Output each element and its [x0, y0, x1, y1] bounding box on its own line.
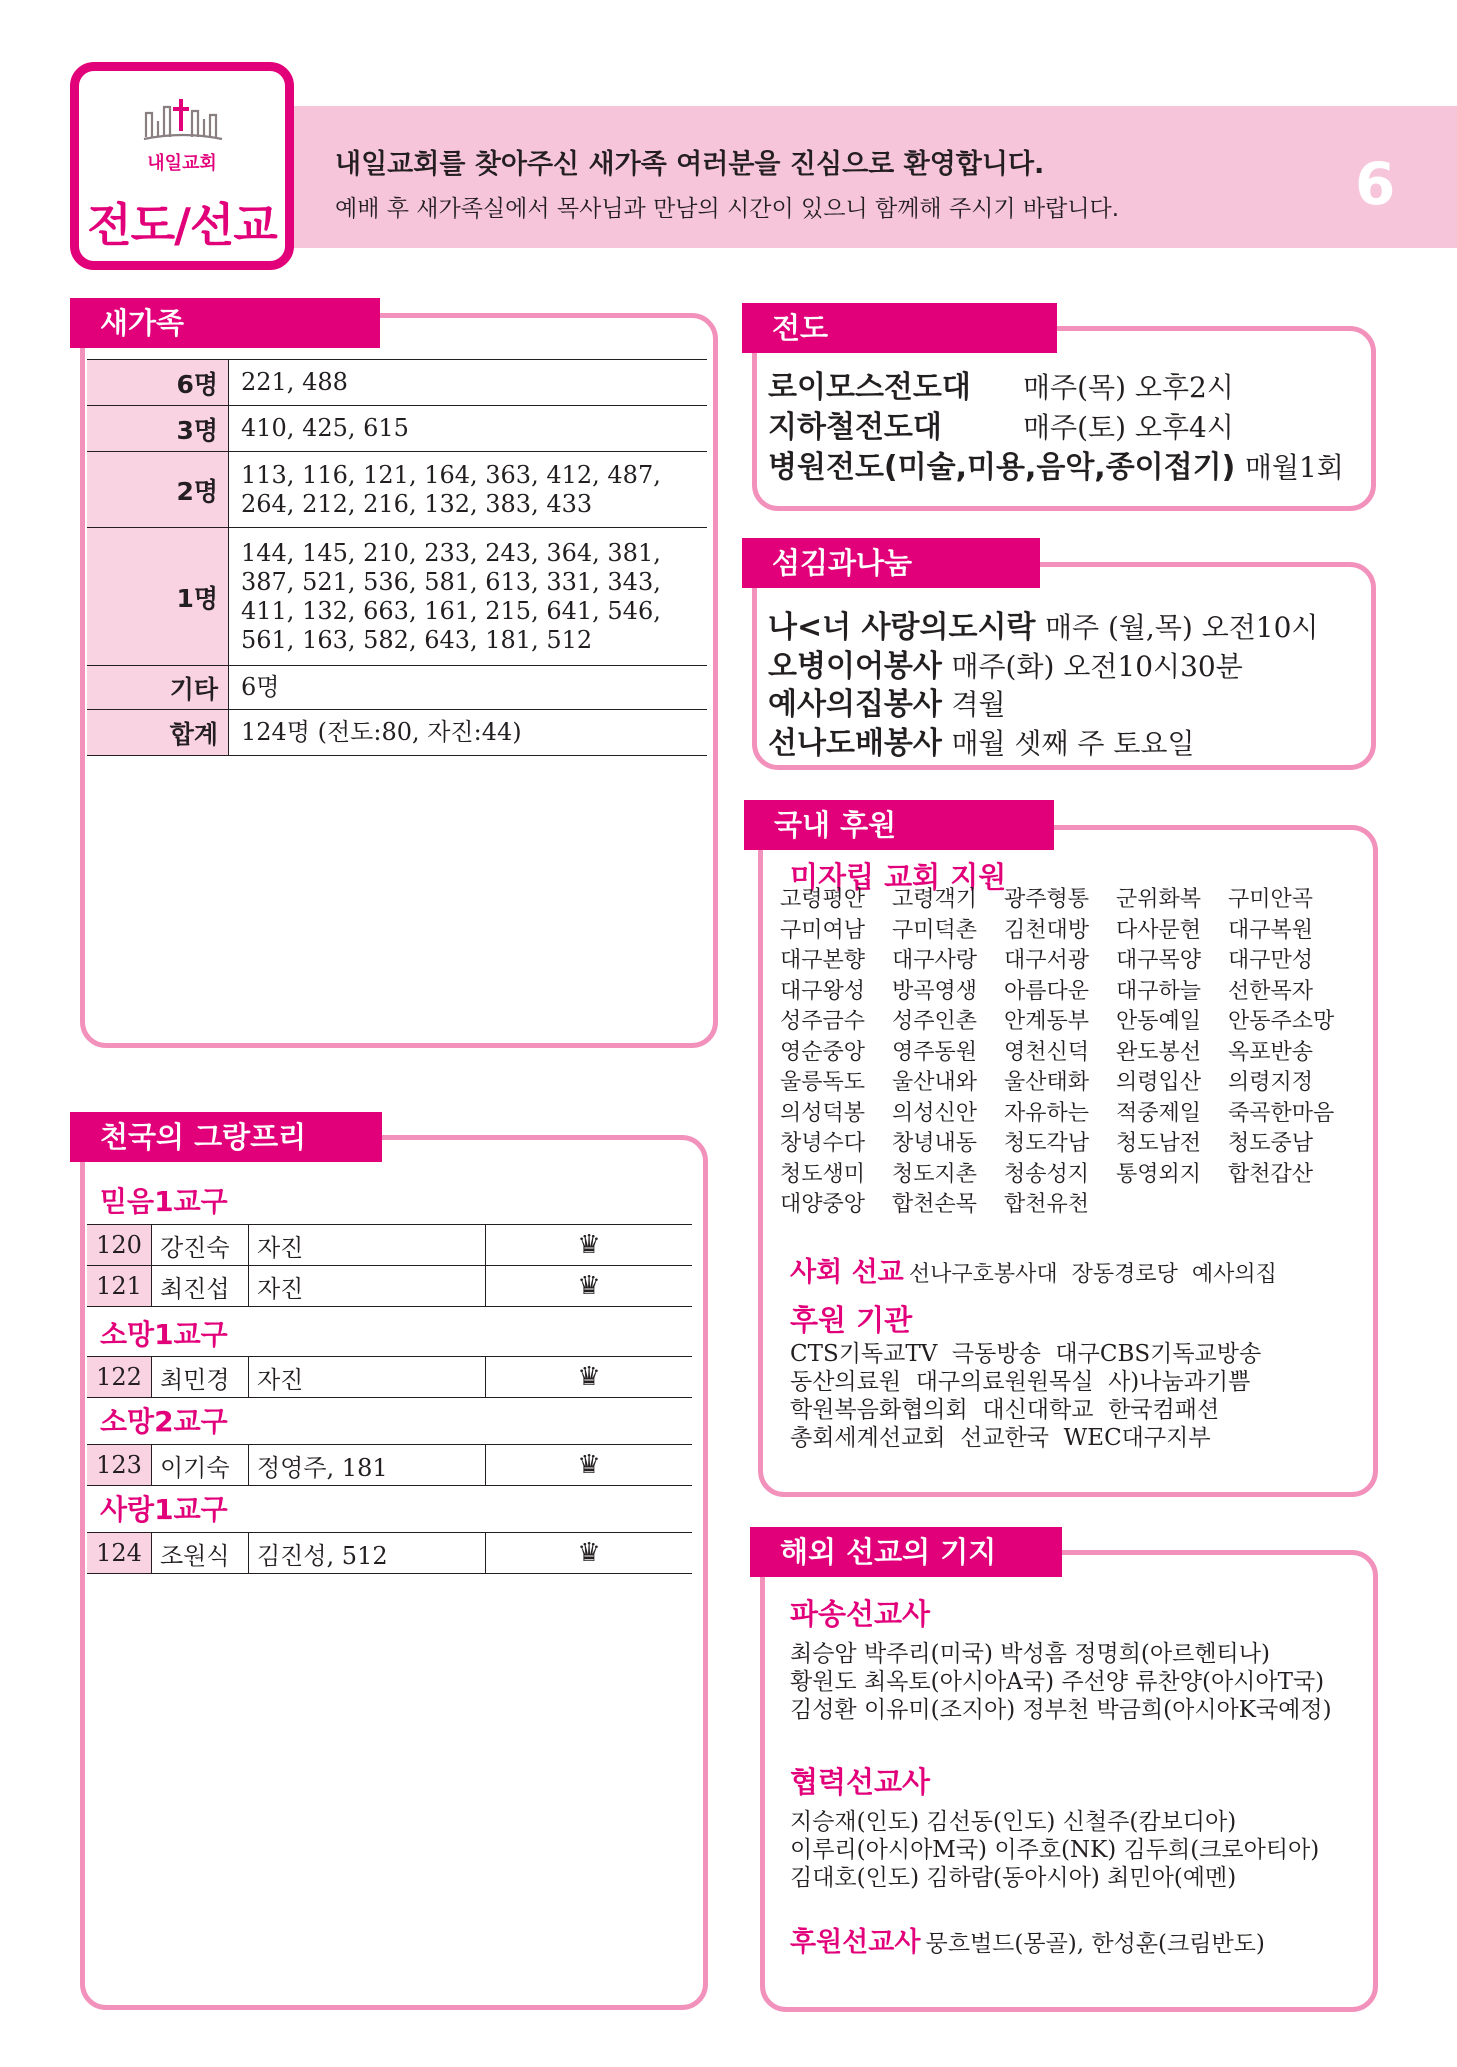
service-item — [768, 602, 1318, 646]
church-name: 대구하늘 — [1116, 978, 1202, 1004]
entry-note: 자진 — [249, 1225, 486, 1266]
church-name: 청도생미 — [780, 1161, 866, 1187]
row-label: 6명 — [87, 360, 229, 406]
church-logo-box — [70, 62, 294, 270]
church-name: 광주형통 — [1004, 887, 1090, 912]
table-row — [87, 666, 707, 710]
group-title: 소망2교구 — [100, 1405, 228, 1438]
welcome-headline: 내일교회를 찾아주신 새가족 여러분을 진심으로 환영합니다. — [335, 149, 1045, 180]
new-family-table — [87, 359, 707, 756]
church-row — [780, 946, 1340, 977]
church-name: 창녕내동 — [892, 1131, 978, 1156]
crown-icon: ♛ — [486, 1225, 693, 1266]
church-name: 청도중남 — [1228, 1131, 1314, 1156]
coop-missionaries-title: 협력선교사 — [790, 1765, 931, 1799]
grand-prix-table — [87, 1356, 692, 1398]
church-name: 영천신덕 — [1004, 1039, 1090, 1065]
church-name: 죽곡한마음 — [1228, 1100, 1335, 1126]
entry-name: 조원식 — [152, 1533, 249, 1574]
item-name: 지하철전도대 — [768, 410, 942, 445]
table-row — [87, 360, 707, 406]
crown-icon: ♛ — [486, 1445, 693, 1486]
list-item: CTS기독교TV 극동방송 대구CBS기독교방송 — [790, 1341, 1262, 1367]
item-time: 매주(화) 오전10시30분 — [951, 650, 1243, 683]
value-line: 144, 145, 210, 233, 243, 364, 381, — [241, 538, 661, 567]
row-label: 기타 — [87, 666, 229, 710]
entry-note: 자진 — [249, 1357, 486, 1398]
entry-number: 123 — [87, 1445, 152, 1486]
church-name: 합천갑산 — [1228, 1161, 1314, 1187]
entry-name: 이기숙 — [152, 1445, 249, 1486]
value-line: 561, 163, 582, 643, 181, 512 — [241, 625, 593, 654]
church-name: 합천유천 — [1004, 1192, 1090, 1217]
entry-note: 김진성, 512 — [249, 1533, 486, 1574]
church-row — [780, 1129, 1340, 1160]
church-row — [780, 1190, 1340, 1221]
church-name: 대양중앙 — [780, 1192, 866, 1217]
church-row — [780, 1099, 1340, 1130]
church-name: 선한목자 — [1228, 978, 1314, 1004]
item-name: 병원전도(미술,미용,음악,종이접기) — [768, 450, 1236, 485]
church-name: 합천손목 — [892, 1192, 978, 1217]
table-row — [87, 1225, 692, 1266]
church-row — [780, 885, 1340, 916]
church-name: 적중제일 — [1116, 1100, 1202, 1126]
support-missionaries-text: 뭉흐벌드(몽골), 한성훈(크림반도) — [925, 1931, 1265, 1957]
row-value: 410, 425, 615 — [229, 406, 708, 452]
church-name: 영주동원 — [892, 1039, 978, 1065]
church-name: 청도각남 — [1004, 1131, 1090, 1156]
grand-prix-table — [87, 1444, 692, 1486]
church-row — [780, 977, 1340, 1008]
group-title: 믿음1교구 — [100, 1185, 228, 1218]
church-name: 완도봉선 — [1116, 1039, 1202, 1065]
page-number: 6 — [1355, 150, 1396, 218]
coop-missionaries-list — [790, 1808, 1319, 1892]
church-name: 통영외지 — [1116, 1161, 1202, 1187]
church-row — [780, 1038, 1340, 1069]
church-name: 방곡영생 — [892, 978, 978, 1004]
table-row — [87, 452, 707, 528]
grand-prix-table — [87, 1224, 692, 1307]
church-name — [1116, 1190, 1228, 1221]
item-time: 매주(토) 오후4시 — [1023, 411, 1234, 444]
entry-number: 124 — [87, 1533, 152, 1574]
table-row — [87, 528, 707, 666]
social-mission — [790, 1250, 1277, 1289]
item-name: 예사의집봉사 — [768, 687, 942, 722]
church-name: 구미안곡 — [1228, 887, 1314, 912]
entry-name: 최진섭 — [152, 1266, 249, 1307]
group-title: 사랑1교구 — [100, 1493, 228, 1526]
row-value — [229, 452, 708, 528]
group-title: 소망1교구 — [100, 1318, 228, 1351]
church-name: 대구복원 — [1228, 917, 1314, 943]
church-name: 대구본향 — [780, 948, 866, 973]
social-mission-title: 사회 선교 — [790, 1257, 904, 1288]
grand-prix-tab: 천국의 그랑프리 — [70, 1112, 382, 1162]
value-line: 387, 521, 536, 581, 613, 331, 343, — [241, 567, 661, 596]
table-row — [87, 406, 707, 452]
church-name: 울릉독도 — [780, 1070, 866, 1095]
item-name: 선나도배봉사 — [768, 726, 942, 761]
church-name: 자유하는 — [1004, 1100, 1090, 1126]
church-name: 고령객기 — [892, 887, 978, 912]
grand-prix-table — [87, 1532, 692, 1574]
church-row — [780, 1007, 1340, 1038]
row-label: 3명 — [87, 406, 229, 452]
value-line: 264, 212, 216, 132, 383, 433 — [241, 489, 593, 518]
row-value: 124명 (전도:80, 자진:44) — [229, 710, 708, 756]
church-name: 의령지정 — [1228, 1070, 1314, 1095]
crown-icon: ♛ — [486, 1533, 693, 1574]
church-name: 옥포반송 — [1228, 1039, 1314, 1065]
church-name: 성주인촌 — [892, 1009, 978, 1034]
church-row — [780, 1160, 1340, 1191]
entry-note: 자진 — [249, 1266, 486, 1307]
support-missionaries — [790, 1920, 1265, 1959]
service-item — [768, 679, 1006, 723]
church-name: 청도남전 — [1116, 1131, 1202, 1156]
evangelism-item — [768, 442, 1344, 486]
item-time: 매월1회 — [1244, 451, 1344, 484]
list-item: 이루리(아시아M국) 이주호(NK) 김두희(크로아티아) — [790, 1837, 1320, 1863]
table-row — [87, 710, 707, 756]
church-name: 구미덕촌 — [892, 917, 978, 943]
list-item: 지승재(인도) 김선동(인도) 신철주(캄보디아) — [790, 1809, 1237, 1835]
church-name: 대구서광 — [1004, 948, 1090, 973]
entry-name: 강진숙 — [152, 1225, 249, 1266]
church-name: 의성신안 — [892, 1100, 978, 1126]
row-label: 합계 — [87, 710, 229, 756]
church-row — [780, 1068, 1340, 1099]
item-time: 격월 — [951, 688, 1006, 721]
church-name — [1228, 1190, 1340, 1221]
evangelism-tab: 전도 — [742, 303, 1057, 353]
table-row — [87, 1533, 692, 1574]
evangelism-item — [768, 362, 1234, 406]
church-name: 울산내와 — [892, 1070, 978, 1095]
church-name: 고령평안 — [780, 887, 866, 912]
item-name: 나<너 사랑의도시락 — [768, 610, 1036, 645]
church-name: 청도지촌 — [892, 1161, 978, 1187]
entry-name: 최민경 — [152, 1357, 249, 1398]
row-value: 221, 488 — [229, 360, 708, 406]
value-line: 411, 132, 663, 161, 215, 641, 546, — [241, 596, 661, 625]
section-title: 전도/선교 — [87, 198, 277, 252]
church-name: 안계동부 — [1004, 1009, 1090, 1034]
row-label: 2명 — [87, 452, 229, 528]
overseas-tab: 해외 선교의 기지 — [750, 1527, 1062, 1577]
church-name: 성주금수 — [780, 1009, 866, 1034]
church-name: 안동주소망 — [1228, 1009, 1335, 1034]
row-value: 6명 — [229, 666, 708, 710]
entry-note: 정영주, 181 — [249, 1445, 486, 1486]
entry-number: 122 — [87, 1357, 152, 1398]
item-time: 매주(목) 오후2시 — [1023, 371, 1234, 404]
church-name: 대구목양 — [1116, 948, 1202, 973]
social-mission-text: 선나구호봉사대 장동경로당 예사의집 — [908, 1262, 1277, 1287]
church-name: 대구사랑 — [892, 948, 978, 973]
church-name: 김천대방 — [1004, 917, 1090, 943]
support-orgs-list — [790, 1340, 1261, 1452]
item-name: 오병이어봉사 — [768, 649, 942, 684]
sent-missionaries-title: 파송선교사 — [790, 1597, 931, 1631]
new-family-tab: 새가족 — [70, 298, 380, 348]
crown-icon: ♛ — [486, 1357, 693, 1398]
row-value — [229, 528, 708, 666]
church-name: 창녕수다 — [780, 1131, 866, 1156]
church-list — [780, 885, 1340, 1221]
list-item: 최승암 박주리(미국) 박성흠 정명희(아르헨티나) — [790, 1641, 1270, 1667]
list-item: 김대호(인도) 김하람(동아시아) 최민아(예멘) — [790, 1865, 1237, 1891]
item-time: 매주 (월,목) 오전10시 — [1044, 611, 1319, 644]
list-item: 황원도 최옥토(아시아A국) 주선양 류찬양(아시아T국) — [790, 1669, 1325, 1695]
welcome-subline: 예배 후 새가족실에서 목사님과 만남의 시간이 있으니 함께해 주시기 바랍니다. — [335, 196, 1120, 222]
church-name: 다사문현 — [1116, 917, 1202, 943]
church-name: 대구만성 — [1228, 948, 1314, 973]
table-row — [87, 1357, 692, 1398]
item-name: 로이모스전도대 — [768, 370, 971, 405]
crown-icon: ♛ — [486, 1266, 693, 1307]
church-name: 의령입산 — [1116, 1070, 1202, 1095]
table-row — [87, 1266, 692, 1307]
church-skyline-icon — [142, 97, 224, 143]
unsupported-churches-title: 미자립 교회 지원 — [790, 860, 1007, 894]
church-name: 청송성지 — [1004, 1161, 1090, 1187]
church-name: 의성덕봉 — [780, 1100, 866, 1126]
church-name: 영순중앙 — [780, 1039, 866, 1065]
list-item: 학원복음화협의회 대신대학교 한국컴패션 — [790, 1397, 1220, 1423]
church-name: 대구왕성 — [780, 978, 866, 1004]
church-name: 군위화복 — [1116, 887, 1202, 912]
logo-caption: 내일교회 — [147, 153, 217, 174]
domestic-tab: 국내 후원 — [744, 800, 1054, 850]
church-row — [780, 916, 1340, 947]
church-name: 울산태화 — [1004, 1070, 1090, 1095]
list-item: 동산의료원 대구의료원원목실 사)나눔과기쁨 — [790, 1369, 1251, 1395]
list-item: 김성환 이유미(조지아) 정부천 박금희(아시아K국예정) — [790, 1697, 1332, 1723]
value-line: 113, 116, 121, 164, 363, 412, 487, — [241, 460, 661, 489]
sent-missionaries-list — [790, 1640, 1332, 1724]
service-item — [768, 718, 1195, 762]
church-name: 아름다운 — [1004, 978, 1090, 1004]
support-orgs-title: 후원 기관 — [790, 1303, 913, 1337]
entry-number: 121 — [87, 1266, 152, 1307]
table-row — [87, 1445, 692, 1486]
entry-number: 120 — [87, 1225, 152, 1266]
row-label: 1명 — [87, 528, 229, 666]
church-name: 안동예일 — [1116, 1009, 1202, 1034]
church-name: 구미여남 — [780, 917, 866, 943]
evangelism-item — [768, 402, 1234, 446]
service-tab: 섬김과나눔 — [742, 538, 1040, 588]
support-missionaries-title: 후원선교사 — [790, 1927, 921, 1958]
item-time: 매월 셋째 주 토요일 — [951, 727, 1195, 760]
list-item: 총회세계선교회 선교한국 WEC대구지부 — [790, 1425, 1211, 1451]
